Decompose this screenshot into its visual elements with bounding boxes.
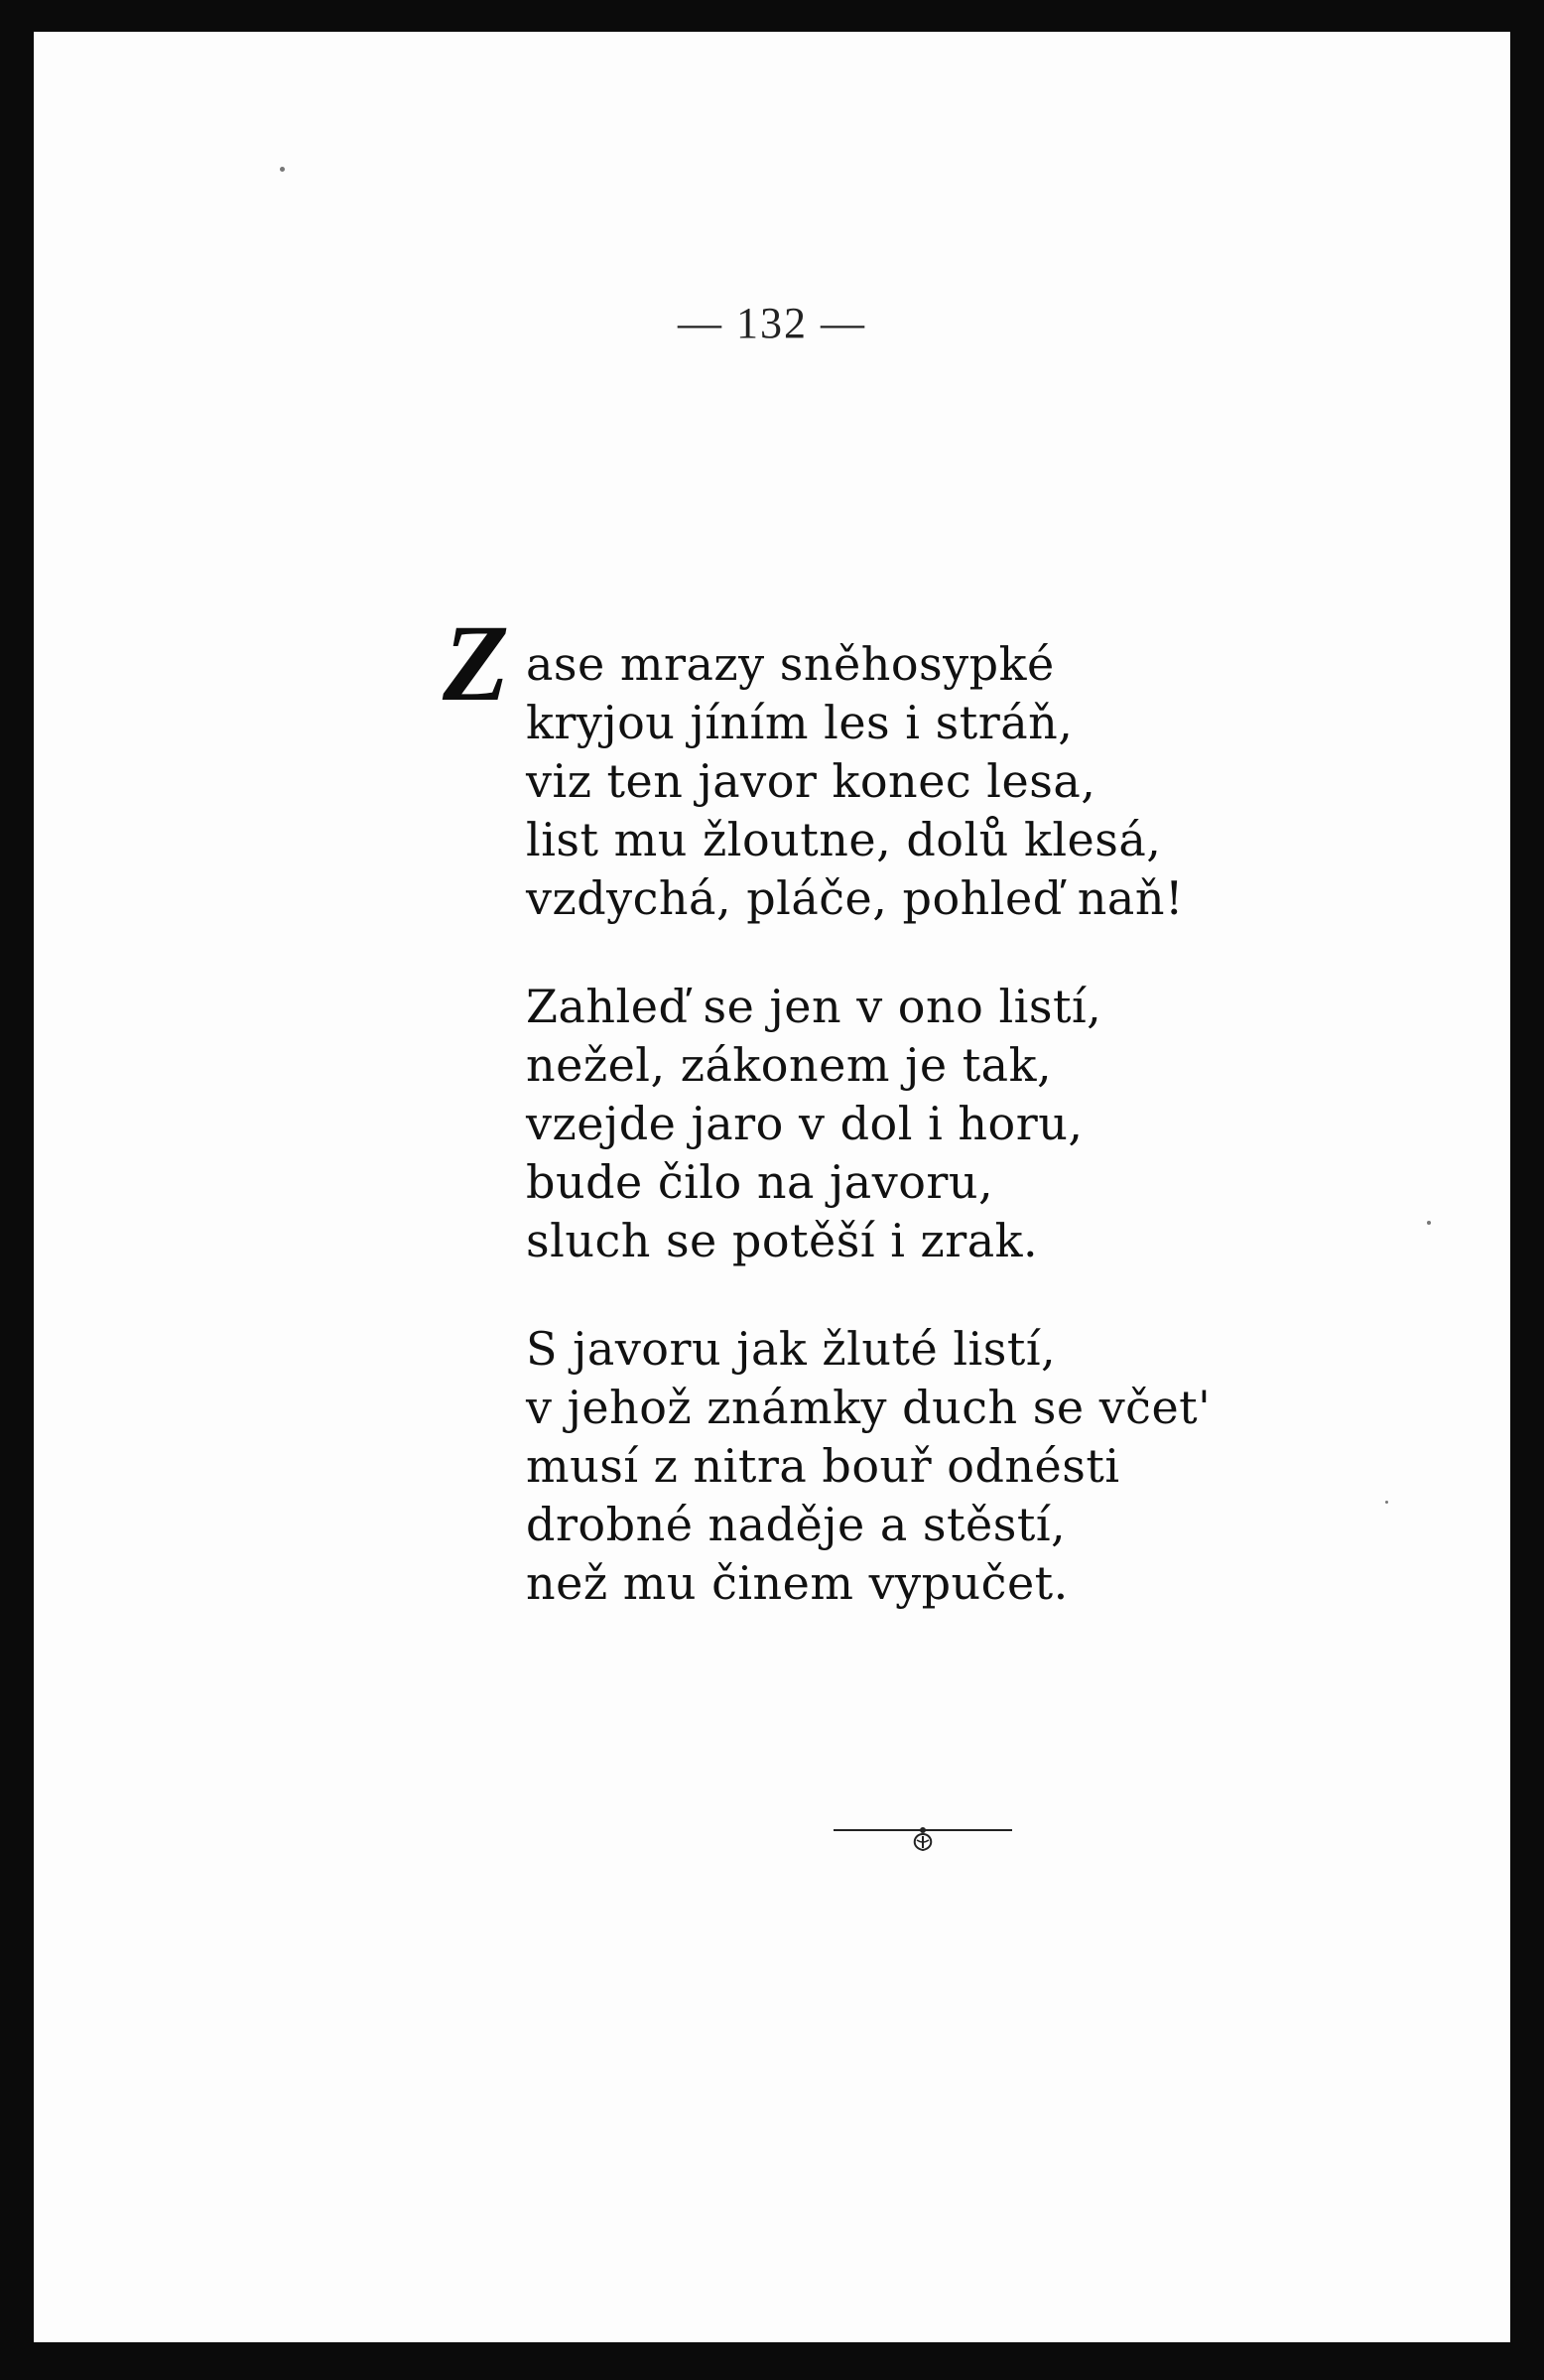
scan-speck	[1385, 1501, 1388, 1504]
scan-speck	[280, 167, 285, 172]
poem-line: v jehož známky duch se včet'	[526, 1381, 1212, 1434]
poem-line: bude čilo na javoru,	[526, 1155, 994, 1209]
poem-line: Zahleď se jen v ono listí,	[526, 980, 1102, 1033]
poem-line: vzejde jaro v dol i horu,	[526, 1097, 1084, 1150]
stanza-3	[526, 1320, 1419, 1613]
stanza-2	[526, 978, 1419, 1270]
poem	[443, 602, 1419, 1662]
poem-line: drobné naděje a stěstí,	[526, 1498, 1067, 1551]
poem-line: S javoru jak žluté listí,	[526, 1322, 1057, 1376]
drop-cap: Z	[443, 602, 510, 724]
poem-line: vzdychá, pláče, pohleď naň!	[526, 871, 1184, 925]
poem-line: sluch se potěší i zrak.	[526, 1214, 1039, 1267]
book-page	[34, 32, 1510, 2342]
poem-line: kryjou jíním les i stráň,	[526, 696, 1074, 749]
poem-line: nežel, zákonem je tak,	[526, 1038, 1053, 1092]
stanza-1	[443, 602, 1419, 928]
first-line-text: ase mrazy sněhosypké	[526, 637, 1055, 691]
poem-line: musí z nitra bouř odnésti	[526, 1439, 1120, 1493]
fleuron-ornament-icon	[834, 1818, 1012, 1858]
scan-speck	[1427, 1221, 1431, 1225]
poem-line: list mu žloutne, dolů klesá,	[526, 813, 1162, 866]
page-number: — 132 —	[678, 299, 866, 347]
poem-line: než mu činem vypučet.	[526, 1556, 1069, 1610]
poem-line: viz ten javor konec lesa,	[526, 754, 1096, 808]
